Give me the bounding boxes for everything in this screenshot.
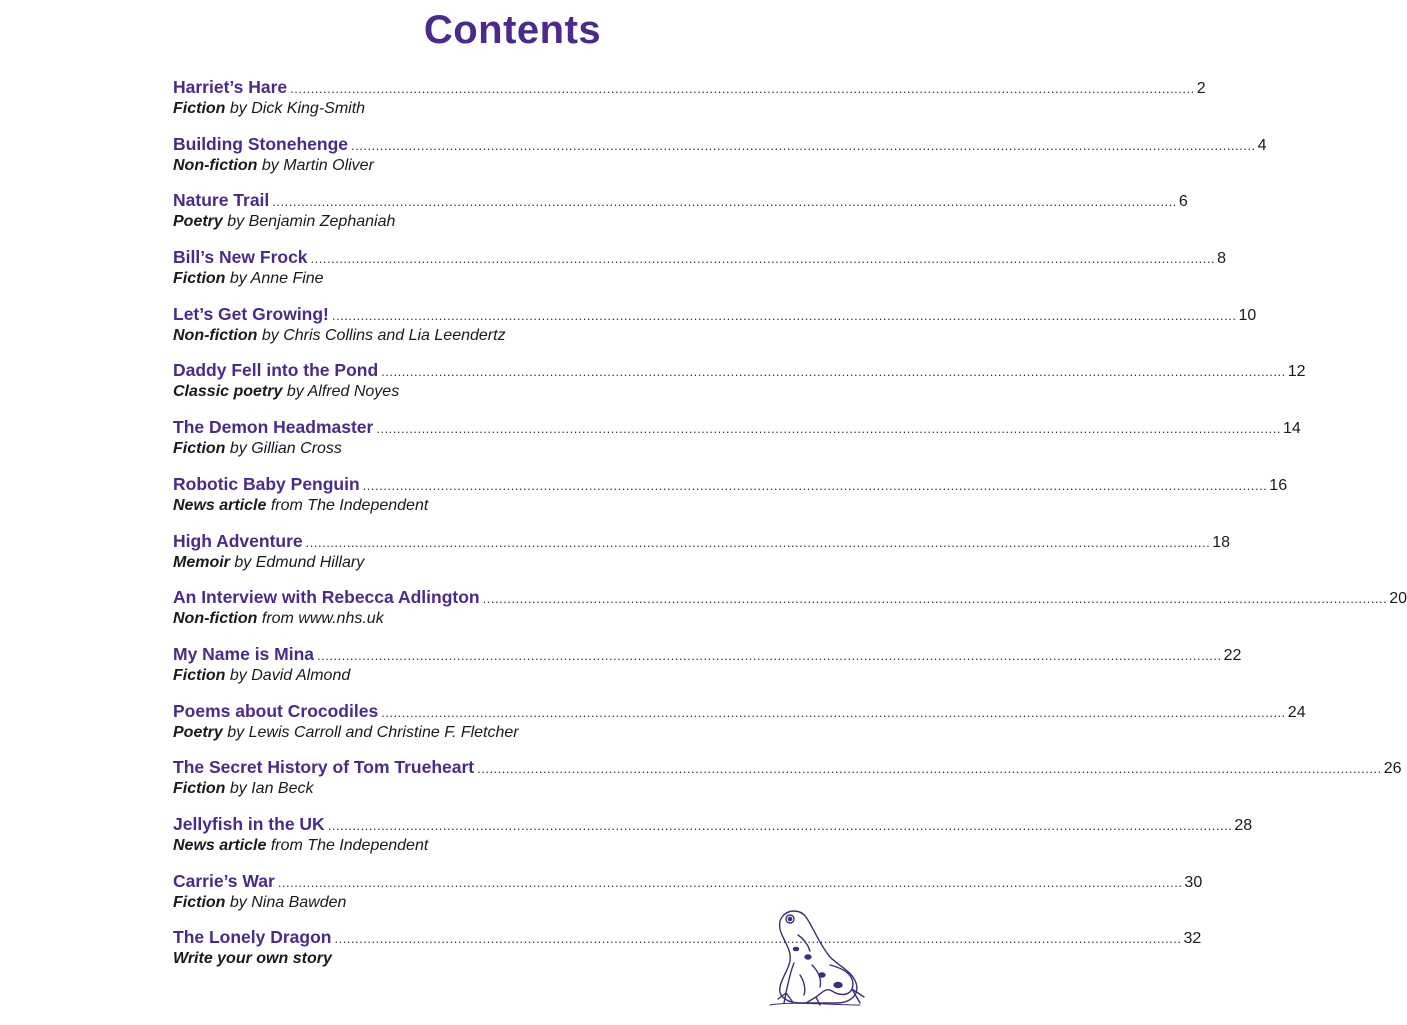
entry-genre: Poetry — [173, 723, 223, 741]
contents-entry[interactable] — [173, 303, 1257, 360]
dot-leader: ............................................................................................................................................................................................................................ — [351, 137, 1256, 153]
entry-page-number: 32 — [1183, 930, 1202, 948]
entry-page-number: 2 — [1196, 80, 1206, 97]
entry-byline — [173, 892, 849, 913]
dot-leader: ............................................................................................................................................................................................................................ — [482, 591, 1388, 607]
contents-entry[interactable] — [173, 530, 1231, 587]
entry-byline — [173, 381, 849, 402]
entry-title[interactable]: Harriet’s Hare — [173, 77, 288, 97]
entry-title[interactable]: Daddy Fell into the Pond — [173, 360, 379, 381]
entry-title[interactable]: The Demon Headmaster — [173, 417, 374, 438]
entry-genre: News article — [173, 836, 267, 854]
entry-genre: Non-fiction — [173, 156, 258, 174]
contents-entry[interactable] — [173, 416, 1301, 473]
dot-leader: ............................................................................................................................................................................................................................ — [290, 81, 1195, 96]
entry-page-number: 14 — [1282, 420, 1301, 438]
entry-title[interactable]: The Secret History of Tom Trueheart — [173, 757, 475, 778]
contents-entries — [173, 76, 1407, 926]
entry-page-number: 8 — [1217, 250, 1227, 268]
dot-leader: ............................................................................................................................................................................................................................ — [381, 704, 1286, 720]
dot-leader: ............................................................................................................................................................................................................................ — [272, 194, 1177, 210]
entry-credit: by Alfred Noyes — [286, 383, 400, 401]
entry-heading-line — [173, 700, 1306, 722]
entry-genre: Fiction — [173, 893, 226, 911]
dot-leader: ............................................................................................................................................................................................................................ — [362, 477, 1268, 493]
entry-title[interactable]: The Lonely Dragon — [173, 927, 332, 948]
entry-heading-line — [173, 133, 1267, 155]
dot-leader: ............................................................................................................................................................................................................................ — [331, 307, 1237, 323]
contents-entry[interactable] — [173, 189, 1188, 246]
contents-entry[interactable] — [173, 756, 1402, 813]
entry-byline — [173, 778, 849, 799]
entry-page-number: 30 — [1184, 873, 1203, 891]
dot-leader: ............................................................................................................................................................................................................................ — [305, 534, 1211, 550]
entry-genre: Memoir — [173, 553, 230, 571]
entry-credit: by Lewis Carroll and Christine F. Fletcher — [227, 723, 519, 741]
entry-title[interactable]: Poems about Crocodiles — [173, 700, 379, 721]
entry-credit: from www.nhs.uk — [261, 610, 384, 628]
entry-page-number: 12 — [1287, 363, 1306, 381]
entry-byline — [173, 552, 849, 573]
entry-title[interactable]: Let’s Get Growing! — [173, 303, 329, 324]
entry-byline — [173, 722, 849, 743]
entry-heading-line — [173, 189, 1188, 211]
entry-heading-line — [173, 870, 1203, 892]
entry-title[interactable]: An Interview with Rebecca Adlington — [173, 587, 480, 608]
entry-genre: Fiction — [173, 666, 226, 684]
entry-page-number: 28 — [1234, 816, 1253, 834]
entry-credit: by Edmund Hillary — [234, 553, 365, 571]
entry-heading-line — [173, 586, 1407, 608]
entry-title[interactable]: Carrie’s War — [173, 870, 275, 891]
entry-byline — [173, 835, 849, 856]
entry-title[interactable]: Building Stonehenge — [173, 133, 348, 154]
dot-leader: ............................................................................................................................................................................................................................ — [277, 874, 1183, 890]
entry-heading-line — [173, 246, 1227, 268]
entry-title[interactable]: My Name is Mina — [173, 643, 315, 664]
contents-entry[interactable] — [173, 813, 1253, 870]
dot-leader: ............................................................................................................................................................................................................................ — [327, 817, 1233, 833]
entry-byline — [173, 438, 849, 459]
entry-credit: by Dick King-Smith — [229, 100, 366, 117]
entry-heading-line — [173, 473, 1288, 495]
entry-heading-line — [173, 530, 1231, 552]
contents-entry[interactable] — [173, 643, 1242, 700]
entry-heading-line — [173, 303, 1257, 325]
entry-byline — [173, 665, 849, 686]
contents-entry[interactable] — [173, 246, 1227, 303]
entry-credit: by Martin Oliver — [261, 156, 374, 174]
entry-subtitle: Write your own story — [173, 950, 332, 968]
dot-leader: ............................................................................................................................................................................................................................ — [381, 364, 1286, 380]
dot-leader: ............................................................................................................................................................................................................................ — [477, 761, 1382, 777]
entry-byline — [173, 98, 849, 119]
dot-leader: ............................................................................................................................................................................................................................ — [376, 421, 1281, 437]
entry-heading-line — [173, 643, 1242, 665]
entry-page-number: 20 — [1389, 590, 1407, 608]
entry-heading-line — [173, 359, 1306, 381]
entry-page-number: 10 — [1238, 306, 1257, 324]
entry-heading-line — [173, 813, 1253, 835]
entry-page-number: 6 — [1178, 193, 1188, 211]
entry-credit: from The Independent — [270, 496, 429, 514]
entry-genre: Non-fiction — [173, 326, 258, 344]
entry-title[interactable]: Robotic Baby Penguin — [173, 473, 360, 494]
entry-credit: from The Independent — [270, 836, 429, 854]
entry-page-number: 26 — [1383, 760, 1402, 778]
entry-byline — [173, 608, 849, 629]
entry-byline — [173, 495, 849, 516]
entry-genre: Fiction — [173, 780, 226, 798]
entry-genre: Poetry — [173, 213, 223, 231]
entry-credit: by Nina Bawden — [229, 893, 347, 911]
entry-credit: by Anne Fine — [229, 270, 324, 288]
entry-byline — [173, 155, 849, 176]
dot-leader: ............................................................................................................................................................................................................................ — [317, 647, 1222, 663]
contents-entry[interactable] — [173, 870, 1203, 927]
contents-entry[interactable] — [173, 133, 1267, 190]
entry-byline — [173, 268, 849, 289]
entry-credit: by Chris Collins and Lia Leendertz — [261, 326, 506, 344]
entry-credit: by Ian Beck — [229, 780, 314, 798]
entry-title[interactable]: Nature Trail — [173, 190, 270, 211]
entry-heading-line — [173, 926, 1202, 948]
contents-entry[interactable] — [173, 586, 1407, 643]
contents-list — [173, 76, 1407, 983]
contents-entry[interactable] — [173, 700, 1306, 757]
entry-credit: by David Almond — [229, 666, 351, 684]
entry-page-number: 18 — [1212, 533, 1231, 551]
entry-title[interactable]: Jellyfish in the UK — [173, 813, 325, 834]
entry-genre: Classic poetry — [173, 383, 283, 401]
entry-page-number: 24 — [1287, 703, 1306, 721]
dot-leader: .............................................................................................................................................................................................................. — [334, 931, 1182, 947]
page-title: Contents — [423, 8, 602, 52]
entry-credit: by Gillian Cross — [229, 440, 342, 458]
entry-credit: by Benjamin Zephaniah — [227, 213, 396, 231]
contents-entry[interactable] — [173, 359, 1306, 416]
contents-entry-last[interactable] — [173, 926, 1202, 983]
entry-page-number: 4 — [1257, 136, 1267, 154]
entry-genre: Non-fiction — [173, 610, 258, 628]
frog-icon — [760, 905, 870, 1010]
entry-heading-line — [173, 416, 1301, 438]
contents-entry[interactable] — [173, 76, 1206, 133]
contents-entry[interactable] — [173, 473, 1288, 530]
entry-title[interactable]: High Adventure — [173, 530, 303, 551]
entry-byline — [173, 325, 849, 346]
entry-heading-line — [173, 756, 1402, 778]
entry-byline — [173, 211, 849, 232]
entry-page-number: 22 — [1223, 646, 1242, 664]
entry-genre: Fiction — [173, 440, 226, 458]
entry-genre: Fiction — [173, 270, 226, 288]
entry-heading-line — [173, 76, 1206, 98]
entry-page-number: 16 — [1269, 476, 1288, 494]
entry-genre: News article — [173, 496, 267, 514]
entry-title[interactable]: Bill’s New Frock — [173, 247, 308, 268]
dot-leader: ............................................................................................................................................................................................................................ — [310, 251, 1216, 267]
entry-genre: Fiction — [173, 100, 226, 117]
